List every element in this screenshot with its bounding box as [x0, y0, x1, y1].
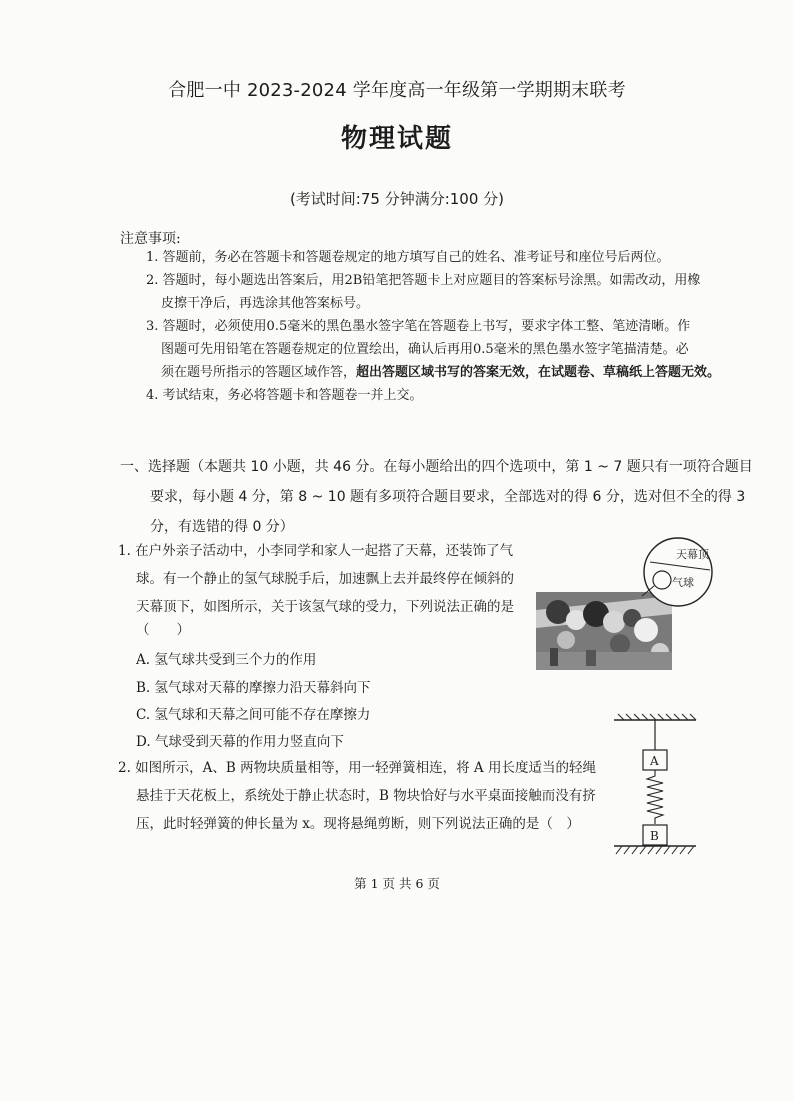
q1-line-1: 1. 在户外亲子活动中，小李同学和家人一起搭了天幕，还装饰了气 [118, 543, 514, 559]
magnifier-label-balloon: 气球 [672, 576, 694, 589]
section-heading-line-1: 一、选择题（本题共 10 小题，共 46 分。在每小题给出的四个选项中，第 1 ~ 7 题只有一项符合题目 [120, 459, 753, 475]
exam-time: (考试时间:75 分钟满分:100 分) [289, 190, 505, 208]
note-item-2-cont: 皮擦干净后，再选涂其他答案标号。 [161, 296, 370, 311]
q1-option-b: B. 氢气球对天幕的摩擦力沿天幕斜向下 [136, 680, 371, 696]
q2-line-1: 2. 如图所示，A、B 两物块质量相等，用一轻弹簧相连，将 A 用长度适当的轻绳 [118, 760, 596, 776]
note-item-4: 4. 考试结束，务必将答题卡和答题卷一并上交。 [146, 388, 423, 403]
q2-line-3: 压，此时轻弹簧的伸长量为 x。现将悬绳剪断，则下列说法正确的是（ ） [136, 816, 580, 832]
q1-answer-brackets: （ ） [136, 622, 190, 638]
block-b-label: B [650, 829, 659, 843]
section-heading-line-2: 要求，每小题 4 分，第 8 ~ 10 题有多项符合题目要求，全部选对的得 6 分，选对但不全的得 3 [150, 489, 746, 505]
q1-option-d: D. 气球受到天幕的作用力竖直向下 [136, 734, 344, 750]
note-item-3-emphasis: 超出答题区域书写的答案无效，在试题卷、草稿纸上答题无效。 [356, 365, 721, 380]
note-item-3-text: 须在题号所指示的答题区域作答， [161, 365, 357, 380]
q1-line-3: 天幕顶下，如图所示，关于该氢气球的受力，下列说法正确的是 [136, 599, 514, 615]
note-item-3: 3. 答题时，必须使用0.5毫米的黑色墨水签字笔在答题卷上书写，要求字体工整、笔迹清晰。作 [146, 319, 691, 334]
q1-line-2: 球。有一个静止的氢气球脱手后，加速飘上去并最终停在倾斜的 [136, 571, 514, 587]
note-item-3-cont: 图题可先用铅笔在答题卷规定的位置绘出，确认后再用0.5毫米的黑色墨水签字笔描清楚。必 [161, 342, 689, 357]
school-exam-title: 合肥一中 2023-2024 学年度高一年级第一学期期末联考 [168, 80, 626, 101]
magnifier-inset [628, 532, 714, 612]
note-item-3-cont2 [161, 361, 720, 384]
block-a-label: A [650, 754, 659, 768]
note-item-1: 1. 答题前，务必在答题卡和答题卷规定的地方填写自己的姓名、准考证号和座位号后两位。 [146, 250, 670, 265]
q2-line-2: 悬挂于天花板上，系统处于静止状态时，B 物块恰好与水平桌面接触而没有挤 [136, 788, 596, 804]
notes-heading: 注意事项: [120, 231, 181, 247]
page-number: 第 1 页 共 6 页 [354, 876, 440, 891]
q1-option-a: A. 氢气球共受到三个力的作用 [136, 652, 317, 668]
note-item-2: 2. 答题时，每小题选出答案后，用2B铅笔把答题卡上对应题目的答案标号涂黑。如需改动，用橡 [146, 273, 701, 288]
section-heading-line-3: 分，有选错的得 0 分） [150, 519, 294, 535]
spring-system-diagram [612, 712, 698, 860]
subject-title: 物理试题 [340, 124, 453, 154]
q1-option-c: C. 氢气球和天幕之间可能不存在摩擦力 [136, 707, 371, 723]
magnifier-label-canopy: 天幕顶 [676, 548, 709, 561]
